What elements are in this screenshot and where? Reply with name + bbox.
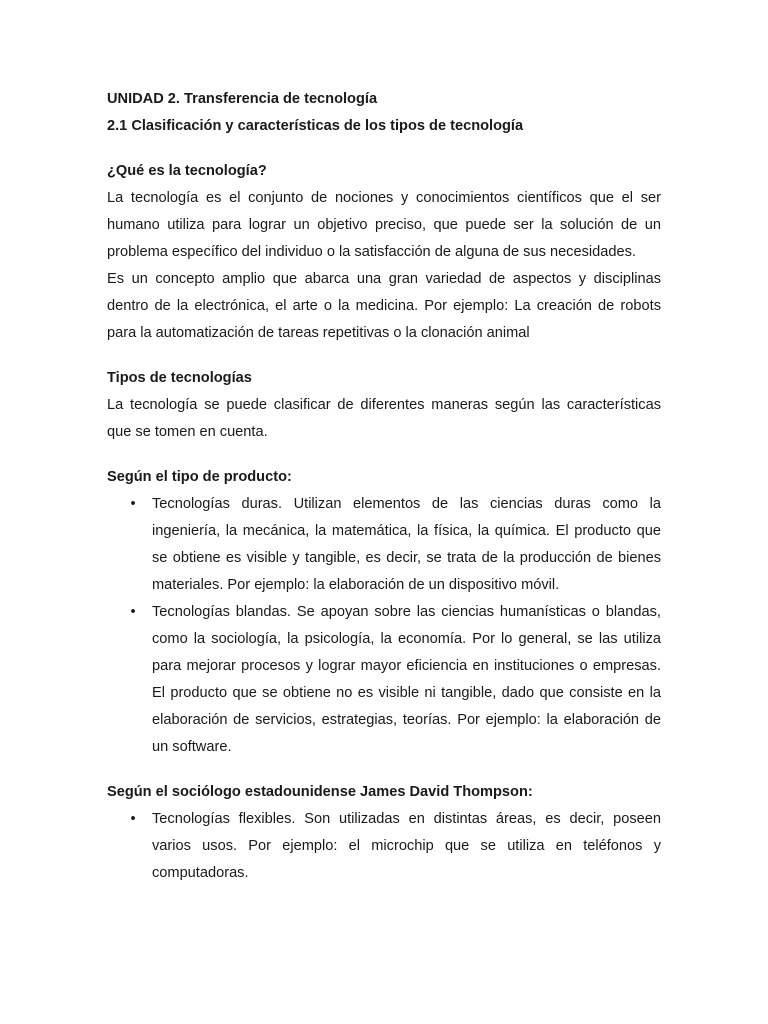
bullet-text: Tecnologías blandas. Se apoyan sobre las ciencias humanísticas o blandas, como la sociología, la psicología, la economía. Por lo general, se las utiliza para mejorar procesos y lograr mayor eficiencia en instituciones o empresas. El producto que se obtiene no es visible ni tangible, dado que consiste en la elaboración de servicios, estrategias, teorías. Por ejemplo: la elaboración de un software. bbox=[152, 604, 661, 755]
spacer bbox=[107, 446, 661, 464]
types-paragraph: La tecnología se puede clasificar de diferentes maneras según las características que se tomen en cuenta. bbox=[107, 397, 661, 440]
bullet-icon: • bbox=[130, 496, 136, 512]
bullet-text: Tecnologías duras. Utilizan elementos de las ciencias duras como la ingeniería, la mecánica, la matemática, la física, la química. El producto que se obtiene es visible y tangible, es decir, se trata de la producción de bienes materiales. Por ejemplo: la elaboración de un dispositivo móvil. bbox=[152, 496, 661, 593]
thompson-heading: Según el sociólogo estadounidense James David Thompson: bbox=[107, 784, 533, 800]
question-paragraph-1: La tecnología es el conjunto de nociones y conocimientos científicos que el ser humano utiliza para lograr un objetivo preciso, que puede ser la solución de un problema específico del individuo o la satisfacción de alguna de sus necesidades. bbox=[107, 190, 661, 260]
list-item bbox=[107, 599, 661, 761]
bullet-text: Tecnologías flexibles. Son utilizadas en distintas áreas, es decir, poseen varios usos. Por ejemplo: el microchip que se utiliza en teléfonos y computadoras. bbox=[152, 811, 661, 881]
bullet-icon: • bbox=[130, 811, 136, 827]
list-item bbox=[107, 491, 661, 599]
product-heading: Según el tipo de producto: bbox=[107, 469, 292, 485]
bullet-icon: • bbox=[130, 604, 136, 620]
question-heading: ¿Qué es la tecnología? bbox=[107, 163, 267, 179]
list-item bbox=[107, 806, 661, 887]
spacer bbox=[107, 347, 661, 365]
question-paragraph-2: Es un concepto amplio que abarca una gran variedad de aspectos y disciplinas dentro de la electrónica, el arte o la medicina. Por ejemplo: La creación de robots para la automatización de tareas repetitivas o la clonación animal bbox=[107, 271, 661, 341]
types-heading: Tipos de tecnologías bbox=[107, 370, 252, 386]
spacer bbox=[107, 140, 661, 158]
unit-title: UNIDAD 2. Transferencia de tecnología bbox=[107, 91, 378, 107]
spacer bbox=[107, 761, 661, 779]
document-page bbox=[107, 86, 661, 887]
thompson-bullet-list bbox=[107, 806, 661, 887]
section-title: 2.1 Clasificación y características de los tipos de tecnología bbox=[107, 118, 524, 134]
product-bullet-list bbox=[107, 491, 661, 761]
